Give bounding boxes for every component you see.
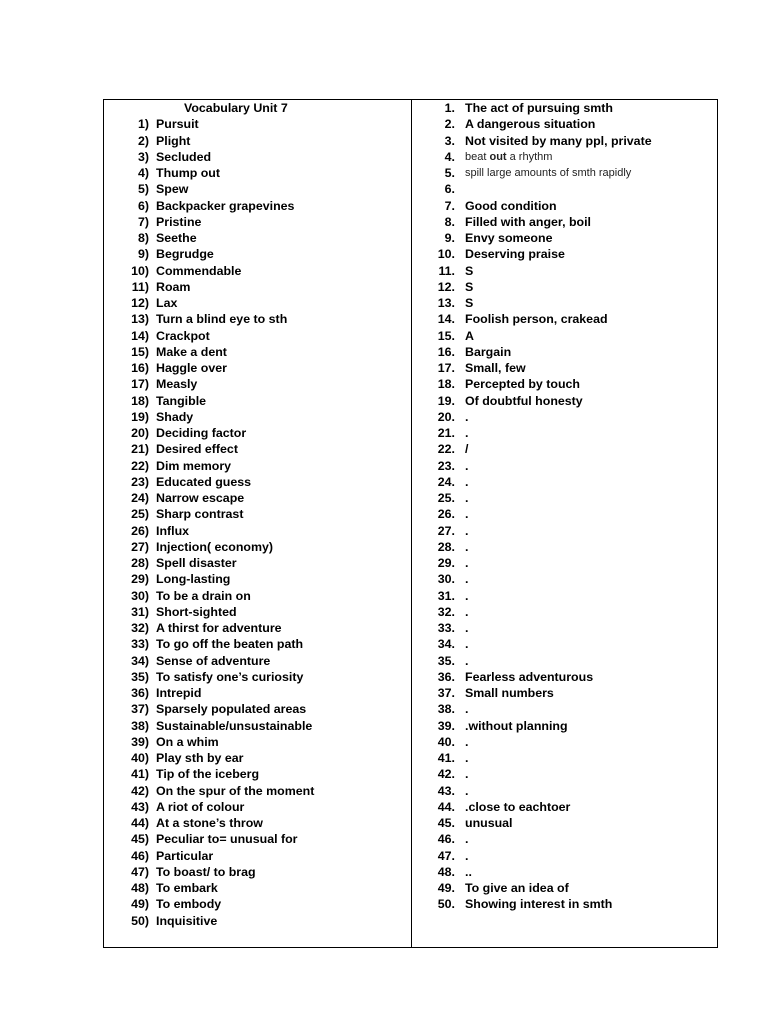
- item-number: 14): [131, 328, 149, 343]
- item-text: On a whim: [156, 734, 219, 749]
- item-number: 13.: [437, 296, 455, 310]
- item-text: Turn a blind eye to sth: [156, 312, 288, 327]
- item-text: .: [465, 783, 469, 798]
- item-number: 17.: [437, 361, 455, 375]
- item-text: Tip of the iceberg: [156, 767, 260, 782]
- item-number: 48.: [437, 864, 455, 879]
- item-number: 3.: [444, 133, 455, 148]
- item-text: On the spur of the moment: [156, 783, 315, 798]
- item-number: 32.: [437, 604, 455, 619]
- item-text: Intrepid: [156, 686, 202, 700]
- item-text: .: [465, 507, 469, 522]
- item-text-part: a rhythm: [506, 150, 553, 163]
- item-number: 19.: [437, 393, 455, 408]
- item-number: 29.: [437, 556, 455, 570]
- item-number: 18.: [437, 377, 455, 392]
- item-text: .: [465, 848, 469, 863]
- item-number: 43): [131, 799, 149, 814]
- item-number: 36.: [437, 669, 455, 684]
- item-number: 16): [131, 361, 149, 375]
- item-number: 1.: [444, 101, 455, 115]
- item-text: .: [465, 653, 469, 668]
- page-title: Vocabulary Unit 7: [184, 101, 288, 115]
- item-number: 25): [131, 507, 149, 522]
- item-number: 1): [137, 117, 149, 132]
- item-number: 9.: [444, 231, 455, 245]
- item-text: .without planning: [465, 718, 568, 733]
- item-text: To satisfy one’s curiosity: [156, 669, 304, 684]
- item-text: Particular: [156, 848, 214, 863]
- item-number: 50.: [437, 897, 455, 912]
- item-number: 15.: [437, 328, 455, 343]
- item-text: Plight: [156, 133, 191, 148]
- item-number: 25.: [437, 491, 455, 505]
- item-text: [465, 149, 552, 165]
- item-text: A riot of colour: [156, 799, 245, 814]
- item-text: Showing interest in smth: [465, 897, 613, 912]
- item-text: Long-lasting: [156, 572, 231, 587]
- item-number: 40): [131, 751, 149, 765]
- item-number: 45.: [437, 816, 455, 830]
- item-text: .: [465, 474, 469, 489]
- item-text: To embody: [156, 897, 222, 912]
- item-number: 26.: [437, 507, 455, 522]
- item-number: 20.: [437, 409, 455, 424]
- item-text: A: [465, 328, 474, 343]
- item-text: .: [465, 734, 469, 749]
- item-text: .: [465, 409, 469, 424]
- item-text: The act of pursuing smth: [465, 101, 614, 115]
- item-text: To boast/ to brag: [156, 864, 256, 879]
- item-number: 22): [131, 458, 149, 473]
- item-number: 33): [131, 637, 149, 652]
- item-text: .: [465, 751, 469, 765]
- item-number: 14.: [437, 312, 455, 327]
- item-text: Sparsely populated areas: [156, 702, 307, 717]
- item-number: 24): [131, 491, 149, 505]
- item-number: 50): [131, 913, 149, 928]
- item-number: 21): [131, 442, 149, 457]
- item-text: Good condition: [465, 198, 557, 213]
- item-text: Shady: [156, 409, 194, 424]
- item-text-bold: out: [489, 150, 507, 163]
- item-text: Secluded: [156, 149, 212, 164]
- item-text: Deserving praise: [465, 247, 565, 262]
- item-text: Small, few: [465, 361, 526, 375]
- item-number: 29): [131, 572, 149, 587]
- item-text: A thirst for adventure: [156, 621, 282, 635]
- item-number: 20): [131, 426, 149, 440]
- item-number: 44): [131, 816, 149, 830]
- item-text: Narrow escape: [156, 491, 245, 505]
- item-text: To give an idea of: [465, 881, 569, 895]
- item-number: 31.: [437, 588, 455, 603]
- item-number: 28.: [437, 539, 455, 554]
- item-text: To go off the beaten path: [156, 637, 304, 652]
- item-text: Backpacker grapevines: [156, 198, 295, 213]
- item-number: 3): [137, 149, 149, 164]
- item-text: Educated guess: [156, 474, 252, 489]
- item-text: Tangible: [156, 393, 207, 408]
- item-text: Sustainable/unsustainable: [156, 718, 313, 733]
- item-text: Foolish person, crakead: [465, 312, 608, 327]
- item-number: 46): [131, 848, 149, 863]
- item-text: .close to eachtoer: [465, 799, 571, 814]
- item-number: 41.: [437, 751, 455, 765]
- item-text: .: [465, 637, 469, 652]
- item-number: 8.: [444, 214, 455, 229]
- item-text: Peculiar to= unusual for: [156, 832, 298, 847]
- item-number: 34): [131, 653, 149, 668]
- item-number: 42.: [437, 767, 455, 782]
- item-number: 42): [131, 783, 149, 798]
- item-number: 37.: [437, 686, 455, 700]
- item-number: 28): [131, 556, 149, 570]
- item-number: 10.: [437, 247, 455, 262]
- item-text: /: [465, 442, 469, 457]
- item-text: .: [465, 458, 469, 473]
- item-text: Percepted by touch: [465, 377, 580, 392]
- item-number: 45): [131, 832, 149, 847]
- item-number: 33.: [437, 621, 455, 635]
- item-number: 2): [137, 133, 149, 148]
- item-number: 30): [131, 588, 149, 603]
- item-text: Sense of adventure: [156, 653, 271, 668]
- item-number: 7.: [444, 198, 455, 213]
- item-number: 11.: [438, 263, 455, 278]
- vocabulary-table: [103, 99, 718, 948]
- item-number: 15): [131, 344, 149, 359]
- item-text: Short-sighted: [156, 604, 237, 619]
- item-text: Haggle over: [156, 361, 227, 375]
- item-text: .: [465, 832, 469, 847]
- item-text-part: beat: [465, 150, 490, 163]
- item-text: .: [465, 539, 469, 554]
- item-text: S: [465, 296, 474, 310]
- item-number: 12.: [437, 279, 455, 294]
- item-text: Of doubtful honesty: [465, 393, 583, 408]
- item-text: Desired effect: [156, 442, 238, 457]
- item-number: 7): [137, 214, 149, 229]
- item-number: 9): [137, 247, 149, 262]
- item-number: 11): [131, 279, 149, 294]
- item-text: .: [465, 588, 469, 603]
- item-number: 35.: [437, 653, 455, 668]
- item-number: 34.: [437, 637, 455, 652]
- item-number: 40.: [437, 734, 455, 749]
- item-number: 8): [137, 231, 149, 245]
- item-text: spill large amounts of smth rapidly: [465, 167, 632, 179]
- item-text: Filled with anger, boil: [465, 214, 591, 229]
- item-text: Spew: [156, 182, 189, 197]
- item-number: 26): [131, 523, 149, 538]
- item-text: Crackpot: [156, 328, 210, 343]
- item-text: .: [465, 604, 469, 619]
- item-text: .: [465, 572, 469, 587]
- item-number: 12): [131, 296, 149, 310]
- item-number: 27.: [437, 523, 455, 538]
- item-text: Pristine: [156, 214, 202, 229]
- item-text: Measly: [156, 377, 198, 392]
- item-text: A dangerous situation: [465, 117, 596, 132]
- item-text: Sharp contrast: [156, 507, 244, 522]
- item-number: 6): [137, 198, 149, 213]
- item-text: Play sth by ear: [156, 751, 244, 765]
- item-number: 2.: [444, 117, 455, 132]
- item-number: 32): [131, 621, 149, 635]
- item-text: Seethe: [156, 231, 197, 245]
- item-text: At a stone’s throw: [156, 816, 263, 830]
- item-number: 22.: [437, 442, 455, 457]
- item-number: 5.: [444, 166, 455, 180]
- item-text: ..: [465, 864, 472, 879]
- item-number: 46.: [437, 832, 455, 847]
- item-text: Small numbers: [465, 686, 554, 700]
- item-text: S: [465, 279, 474, 294]
- item-text: Make a dent: [156, 344, 227, 359]
- item-number: 30.: [437, 572, 455, 587]
- item-text: Spell disaster: [156, 556, 237, 570]
- item-number: 41): [131, 767, 149, 782]
- item-number: 38.: [437, 702, 455, 717]
- item-number: 38): [131, 718, 149, 733]
- item-text: To be a drain on: [156, 588, 251, 603]
- item-text: Fearless adventurous: [465, 669, 594, 684]
- item-number: 5): [137, 182, 149, 197]
- item-text: Roam: [156, 279, 191, 294]
- item-number: 43.: [437, 783, 455, 798]
- item-number: 24.: [437, 474, 455, 489]
- item-text: .: [465, 523, 469, 538]
- item-number: 47.: [437, 848, 455, 863]
- item-number: 35): [131, 669, 149, 684]
- item-number: 49): [131, 897, 149, 912]
- item-number: 23): [131, 474, 149, 489]
- item-number: 47): [131, 864, 149, 879]
- item-number: 49.: [437, 881, 455, 895]
- item-text: Commendable: [156, 263, 242, 278]
- item-text: Thump out: [156, 166, 220, 180]
- item-number: 36): [131, 686, 149, 700]
- item-number: 44.: [437, 799, 455, 814]
- item-number: 18): [131, 393, 149, 408]
- item-number: 48): [131, 881, 149, 895]
- item-text: Inquisitive: [156, 913, 218, 928]
- item-text: .: [465, 556, 469, 570]
- item-number: 17): [131, 377, 149, 392]
- item-text: Pursuit: [156, 117, 199, 132]
- item-number: 39): [131, 734, 149, 749]
- item-number: 16.: [437, 344, 455, 359]
- item-text: .: [465, 621, 469, 635]
- item-number: 19): [131, 409, 149, 424]
- item-text: Dim memory: [156, 458, 232, 473]
- item-text: To embark: [156, 881, 218, 895]
- item-number: 21.: [437, 426, 455, 440]
- item-number: 39.: [437, 718, 455, 733]
- item-number: 31): [131, 604, 149, 619]
- item-text: .: [465, 767, 469, 782]
- item-text: Injection( economy): [156, 539, 274, 554]
- item-text: Influx: [156, 523, 190, 538]
- item-number: 13): [131, 312, 149, 327]
- item-number: 27): [131, 539, 149, 554]
- item-text: Begrudge: [156, 247, 214, 262]
- item-text: Bargain: [465, 344, 512, 359]
- item-text: .: [465, 702, 469, 717]
- item-text: .: [465, 426, 469, 440]
- item-text: Not visited by many ppl, private: [465, 133, 652, 148]
- item-number: 6.: [444, 182, 455, 197]
- item-number: 23.: [437, 458, 455, 473]
- item-number: 4): [137, 166, 149, 180]
- item-text: Lax: [156, 296, 178, 310]
- item-text: unusual: [465, 816, 513, 830]
- item-text: Envy someone: [465, 231, 553, 245]
- item-number: 4.: [444, 149, 455, 164]
- item-text: S: [465, 263, 474, 278]
- item-text: .: [465, 491, 469, 505]
- item-number: 10): [131, 263, 149, 278]
- item-number: 37): [131, 702, 149, 717]
- item-text: Deciding factor: [156, 426, 247, 440]
